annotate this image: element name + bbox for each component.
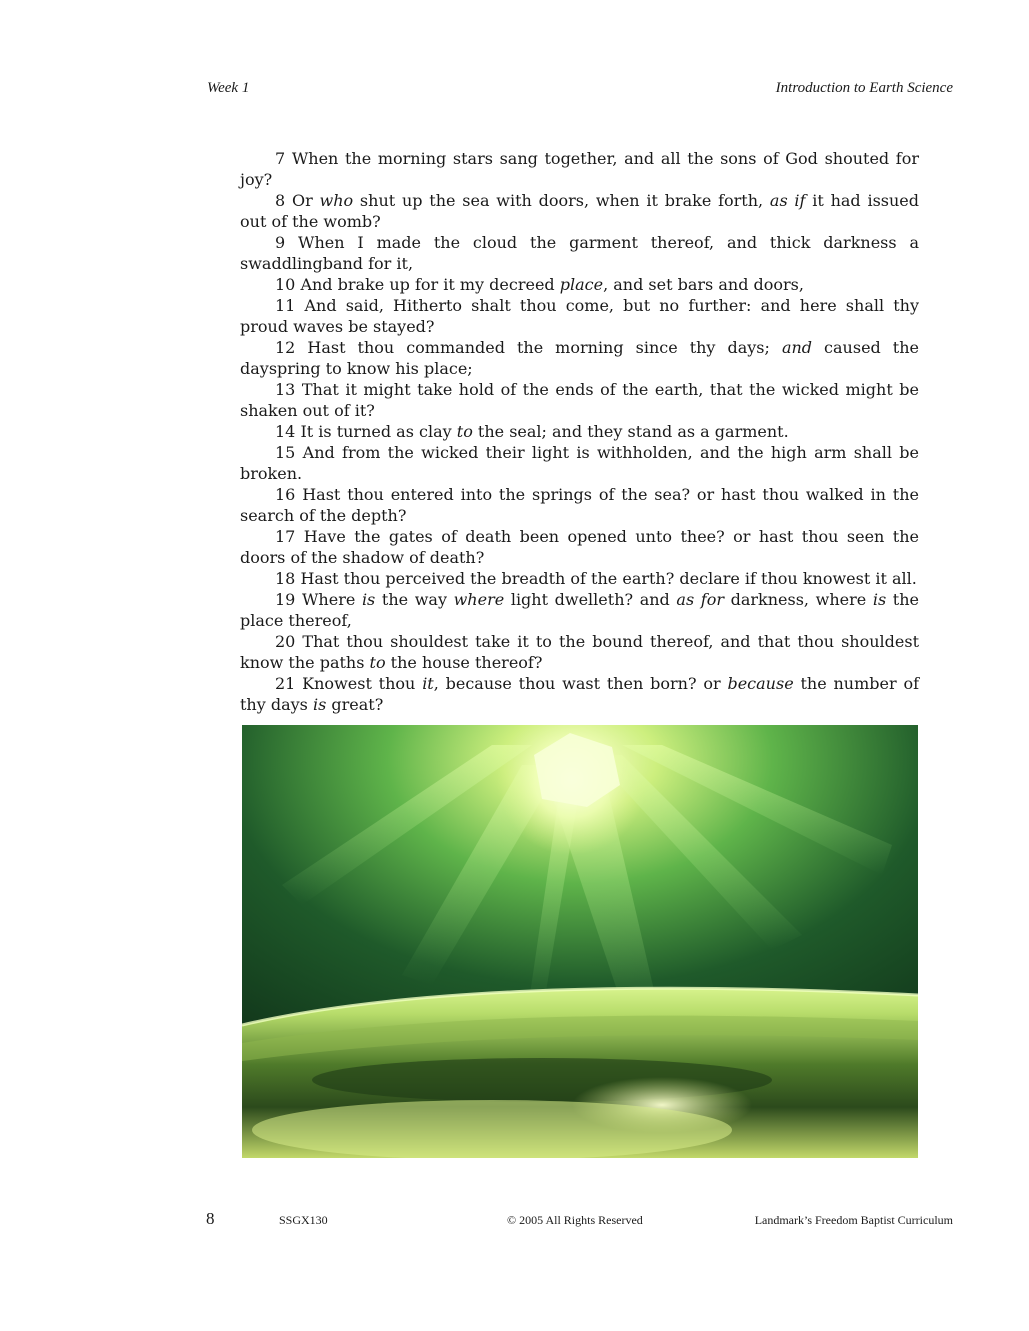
verse-italic-text: as if bbox=[769, 191, 806, 210]
verse-text: 15 And from the wicked their light is withholden, and the high arm shall be broken. bbox=[240, 443, 919, 483]
verse bbox=[240, 148, 919, 190]
verse-text: 17 Have the gates of death been opened unto thee? or hast thou seen the doors of the shadow of death? bbox=[240, 527, 919, 567]
verse bbox=[240, 568, 919, 589]
verse-text: 20 That thou shouldest take it to the bound thereof, and that thou shouldest know the paths bbox=[240, 632, 919, 672]
verse-text: , because thou wast then born? or bbox=[433, 674, 728, 693]
verse-italic-text: and bbox=[781, 338, 813, 357]
verse-text: 14 It is turned as clay bbox=[275, 422, 457, 441]
verse bbox=[240, 631, 919, 673]
verse-text: 12 Hast thou commanded the morning since thy days; bbox=[275, 338, 782, 357]
copyright-notice: © 2005 All Rights Reserved bbox=[507, 1213, 643, 1227]
verse-italic-text: where bbox=[453, 590, 505, 609]
scripture-passage bbox=[240, 148, 919, 715]
verse-italic-text: is bbox=[312, 695, 327, 714]
verse-text: 8 Or bbox=[275, 191, 320, 210]
verse-text: 13 That it might take hold of the ends of the earth, that the wicked might be shaken out of it? bbox=[240, 380, 919, 420]
verse-text: 16 Hast thou entered into the springs of the sea? or hast thou walked in the search of the depth? bbox=[240, 485, 919, 525]
verse-text: darkness, where bbox=[723, 590, 873, 609]
verse bbox=[240, 484, 919, 526]
verse bbox=[240, 673, 919, 715]
verse bbox=[240, 232, 919, 274]
verse-text: the place thereof, bbox=[240, 590, 919, 630]
verse-text: the house thereof? bbox=[385, 653, 543, 672]
verse-italic-text: to bbox=[369, 653, 386, 672]
verse-text: , and set bars and doors, bbox=[603, 275, 804, 294]
verse-italic-text: place bbox=[559, 275, 604, 294]
course-code: SSGX130 bbox=[279, 1213, 328, 1227]
verse-italic-text: as for bbox=[676, 590, 724, 609]
page-number: 8 bbox=[206, 1209, 215, 1228]
verse bbox=[240, 274, 919, 295]
verse-italic-text: to bbox=[456, 422, 473, 441]
verse bbox=[240, 190, 919, 232]
publisher-name: Landmark’s Freedom Baptist Curriculum bbox=[754, 1213, 953, 1227]
verse-italic-text: is bbox=[361, 590, 376, 609]
verse-text: 11 And said, Hitherto shalt thou come, but no further: and here shall thy proud waves be stayed? bbox=[240, 296, 919, 336]
verse bbox=[240, 589, 919, 631]
verse-text: 10 And brake up for it my decreed bbox=[275, 275, 560, 294]
verse-text: great? bbox=[326, 695, 384, 714]
verse-text: 9 When I made the cloud the garment thereof, and thick darkness a swaddlingband for it, bbox=[240, 233, 919, 273]
verse bbox=[240, 295, 919, 337]
verse-text: 18 Hast thou perceived the breadth of the earth? declare if thou knowest it all. bbox=[275, 569, 917, 588]
verse-italic-text: who bbox=[319, 191, 354, 210]
running-header-week: Week 1 bbox=[207, 80, 250, 96]
verse bbox=[240, 526, 919, 568]
verse-text: 7 When the morning stars sang together, and all the sons of God shouted for joy? bbox=[240, 149, 919, 189]
verse-italic-text: is bbox=[872, 590, 887, 609]
verse bbox=[240, 379, 919, 421]
verse-text: 21 Knowest thou bbox=[275, 674, 423, 693]
verse bbox=[240, 442, 919, 484]
verse-text: the way bbox=[375, 590, 454, 609]
verse-italic-text: it bbox=[422, 674, 434, 693]
verse bbox=[240, 421, 919, 442]
verse-italic-text: because bbox=[727, 674, 794, 693]
verse-text: shut up the sea with doors, when it brake forth, bbox=[353, 191, 770, 210]
verse-text: it had issued out of the womb? bbox=[240, 191, 920, 231]
verse-text: 19 Where bbox=[275, 590, 362, 609]
verse-text: light dwelleth? and bbox=[504, 590, 677, 609]
running-header-title: Introduction to Earth Science bbox=[775, 80, 953, 96]
verse bbox=[240, 337, 919, 379]
verse-text: caused the dayspring to know his place; bbox=[240, 338, 919, 378]
verse-text: the number of thy days bbox=[240, 674, 920, 714]
earth-from-space-photo bbox=[242, 725, 918, 1158]
verse-text: the seal; and they stand as a garment. bbox=[472, 422, 789, 441]
